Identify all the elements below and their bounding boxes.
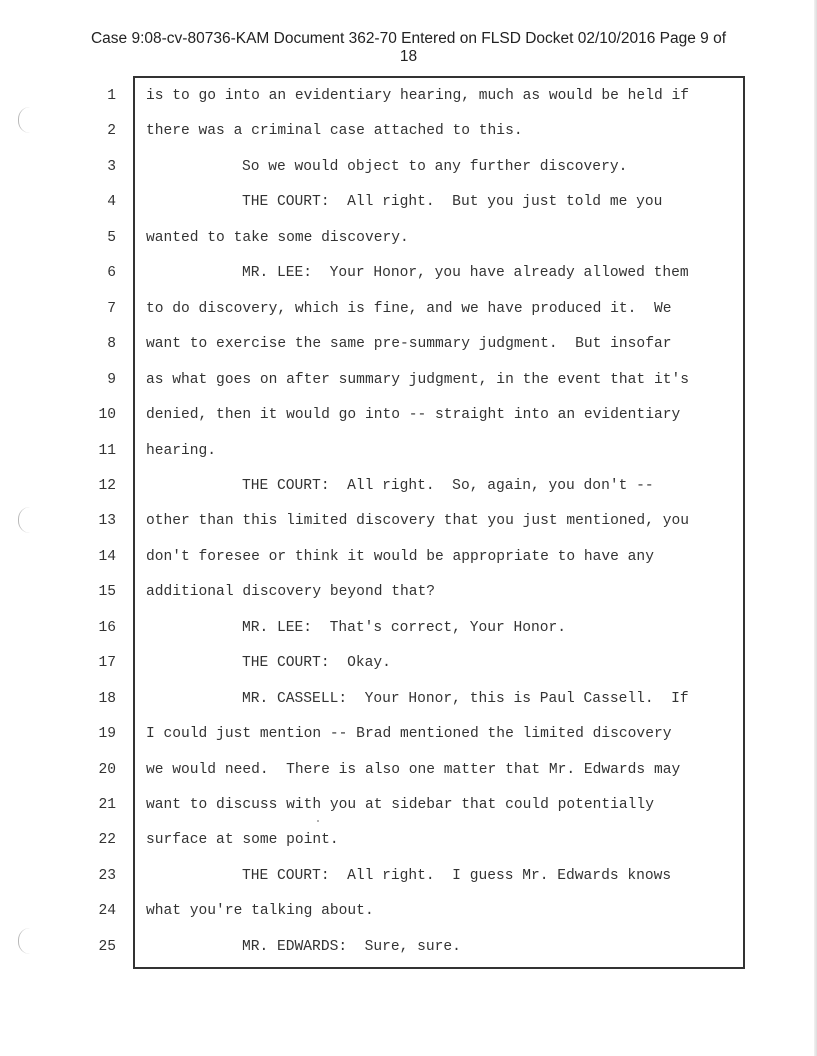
transcript-line [0,549,817,585]
line-text: is to go into an evidentiary hearing, much as would be held if [146,88,689,104]
line-text: THE COURT: All right. So, again, you don't -- [242,477,654,494]
transcript-line [0,762,817,798]
line-number: 14 [98,548,116,565]
line-text: we would need. There is also one matter that Mr. Edwards may [146,761,681,778]
docket-header-line2: 18 [399,48,418,65]
transcript-line [0,726,817,762]
line-number: 17 [98,655,116,672]
transcript-line [0,832,817,868]
line-number: 21 [98,797,116,813]
line-text: MR. EDWARDS: Sure, sure. [242,938,461,955]
line-number: 12 [98,477,116,494]
line-number: 3 [107,158,116,175]
line-text: So we would object to any further discovery. [242,158,628,175]
line-text: want to discuss with you at sidebar that could potentially [146,797,654,813]
transcript-line [0,655,817,691]
transcript-line [0,478,817,514]
transcript-line [0,372,817,408]
docket-header [0,30,817,66]
line-number: 23 [98,867,116,884]
line-number: 24 [98,903,116,920]
transcript-line [0,513,817,549]
line-number: 1 [107,88,116,104]
line-number: 10 [98,407,116,424]
line-text: surface at some point. [146,832,339,849]
line-number: 4 [107,194,116,211]
line-text: what you're talking about. [146,903,374,920]
line-text: additional discovery beyond that? [146,584,436,601]
line-number: 6 [107,265,116,282]
transcript-line [0,584,817,620]
line-text: to do discovery, which is fine, and we have produced it. We [146,300,672,317]
docket-header-line1: Case 9:08-cv-80736-KAM Document 362-70 Entered on FLSD Docket 02/10/2016 Page 9 of [90,30,726,47]
line-text: THE COURT: All right. I guess Mr. Edwards knows [242,867,672,884]
line-number: 7 [107,300,116,317]
transcript-line [0,88,817,124]
line-number: 16 [98,619,116,636]
line-text: MR. CASSELL: Your Honor, this is Paul Cassell. If [242,690,689,707]
line-text: hearing. [146,442,217,459]
line-text: there was a criminal case attached to this. [146,123,523,140]
line-text: want to exercise the same pre-summary judgment. But insofar [146,336,672,353]
transcript-line [0,443,817,479]
transcript-line [0,407,817,443]
line-number: 8 [107,336,116,353]
line-number: 5 [107,229,116,246]
transcript-line [0,301,817,337]
line-number: 19 [98,726,116,743]
transcript-line [0,691,817,727]
transcript-line [0,939,817,975]
transcript-line [0,123,817,159]
line-number: 22 [98,832,116,849]
line-text: wanted to take some discovery. [146,229,409,246]
line-text: THE COURT: Okay. [242,655,391,672]
line-text: other than this limited discovery that you just mentioned, you [146,513,689,530]
transcript-line [0,230,817,266]
transcript-line [0,903,817,939]
line-text: MR. LEE: Your Honor, you have already allowed them [242,265,689,282]
line-text: as what goes on after summary judgment, in the event that it's [146,371,689,388]
line-text: THE COURT: All right. But you just told me you [242,194,663,211]
line-number: 13 [98,513,116,530]
line-number: 9 [107,371,116,388]
line-number: 20 [98,761,116,778]
transcript-line [0,868,817,904]
transcript-line [0,159,817,195]
transcript-line [0,797,817,833]
line-number: 15 [98,584,116,601]
line-number: 18 [98,690,116,707]
line-text: don't foresee or think it would be appropriate to have any [146,548,654,565]
transcript-line [0,194,817,230]
line-number: 25 [98,938,116,955]
line-text: MR. LEE: That's correct, Your Honor. [242,619,567,636]
transcript-line [0,620,817,656]
line-number: 2 [107,123,116,140]
line-text: I could just mention -- Brad mentioned the limited discovery [146,726,672,743]
line-text: denied, then it would go into -- straight into an evidentiary [146,407,681,424]
line-number: 11 [98,442,116,459]
transcript-line [0,265,817,301]
transcript-line [0,336,817,372]
